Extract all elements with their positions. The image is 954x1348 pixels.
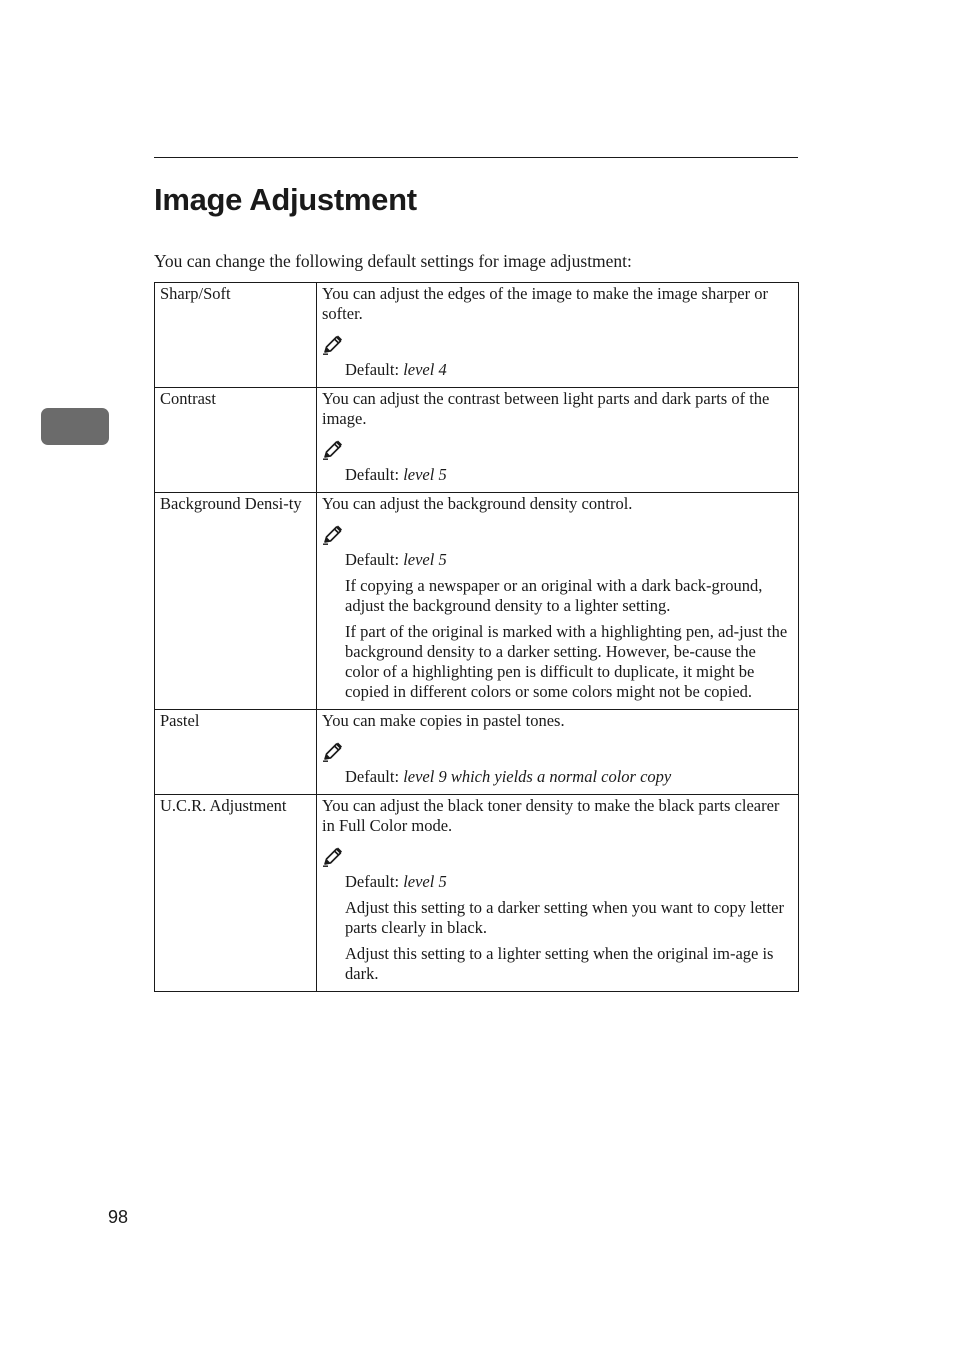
default-value: level 9 which yields a normal color copy [403, 767, 672, 786]
intro-text: You can change the following default settings for image adjustment: [154, 251, 632, 271]
setting-name: Contrast [155, 388, 317, 493]
setting-description: You can adjust the black toner density to make the black parts clearer in Full Color mode. [322, 796, 780, 835]
table-row [155, 795, 799, 992]
setting-name: Sharp/Soft [155, 283, 317, 388]
setting-description-cell [317, 388, 799, 493]
setting-description: You can make copies in pastel tones. [322, 711, 565, 730]
setting-description-cell [317, 795, 799, 992]
setting-description-cell [317, 283, 799, 388]
setting-note: Adjust this setting to a darker setting when you want to copy letter parts clearly in black. [345, 898, 784, 937]
setting-description-cell [317, 710, 799, 795]
default-value-line [322, 360, 793, 380]
default-value-line [322, 872, 793, 892]
setting-description: You can adjust the edges of the image to make the image sharper or softer. [322, 284, 768, 323]
settings-table-body [155, 283, 799, 992]
default-value-line [322, 767, 793, 787]
pencil-note-icon [322, 440, 344, 460]
table-row [155, 493, 799, 710]
default-label: Default: [345, 465, 404, 484]
page-title: Image Adjustment [154, 182, 417, 217]
default-label: Default: [345, 872, 404, 891]
setting-description: You can adjust the background density control. [322, 494, 633, 513]
setting-note: Adjust this setting to a lighter setting when the original im-age is dark. [345, 944, 774, 983]
default-value: level 5 [403, 465, 447, 484]
setting-description: You can adjust the contrast between light parts and dark parts of the image. [322, 389, 770, 428]
setting-name: U.C.R. Adjustment [155, 795, 317, 992]
page-number: 98 [108, 1207, 129, 1227]
default-value-line [322, 550, 793, 570]
header-rule [154, 157, 798, 158]
setting-note: If part of the original is marked with a highlighting pen, ad-just the background density to a darker setting. However, be-cause the color of a highlighting pen is difficult to duplicate, it might be copied in different colors or some colors might not be copied. [345, 622, 788, 701]
settings-table [154, 282, 799, 992]
pencil-note-icon [322, 847, 344, 867]
default-value: level 5 [403, 550, 447, 569]
default-label: Default: [345, 360, 404, 379]
pencil-note-icon [322, 335, 344, 355]
setting-name: Background Densi-ty [155, 493, 317, 710]
default-value-line [322, 465, 793, 485]
default-label: Default: [345, 550, 404, 569]
default-value: level 5 [403, 872, 447, 891]
pencil-note-icon [322, 742, 344, 762]
pencil-note-icon [322, 525, 344, 545]
setting-note: If copying a newspaper or an original with a dark back-ground, adjust the background density to a lighter setting. [345, 576, 763, 615]
default-label: Default: [345, 767, 404, 786]
default-value: level 4 [403, 360, 447, 379]
table-row [155, 283, 799, 388]
table-row [155, 388, 799, 493]
table-row [155, 710, 799, 795]
setting-description-cell [317, 493, 799, 710]
chapter-tab [41, 408, 109, 445]
setting-name: Pastel [155, 710, 317, 795]
